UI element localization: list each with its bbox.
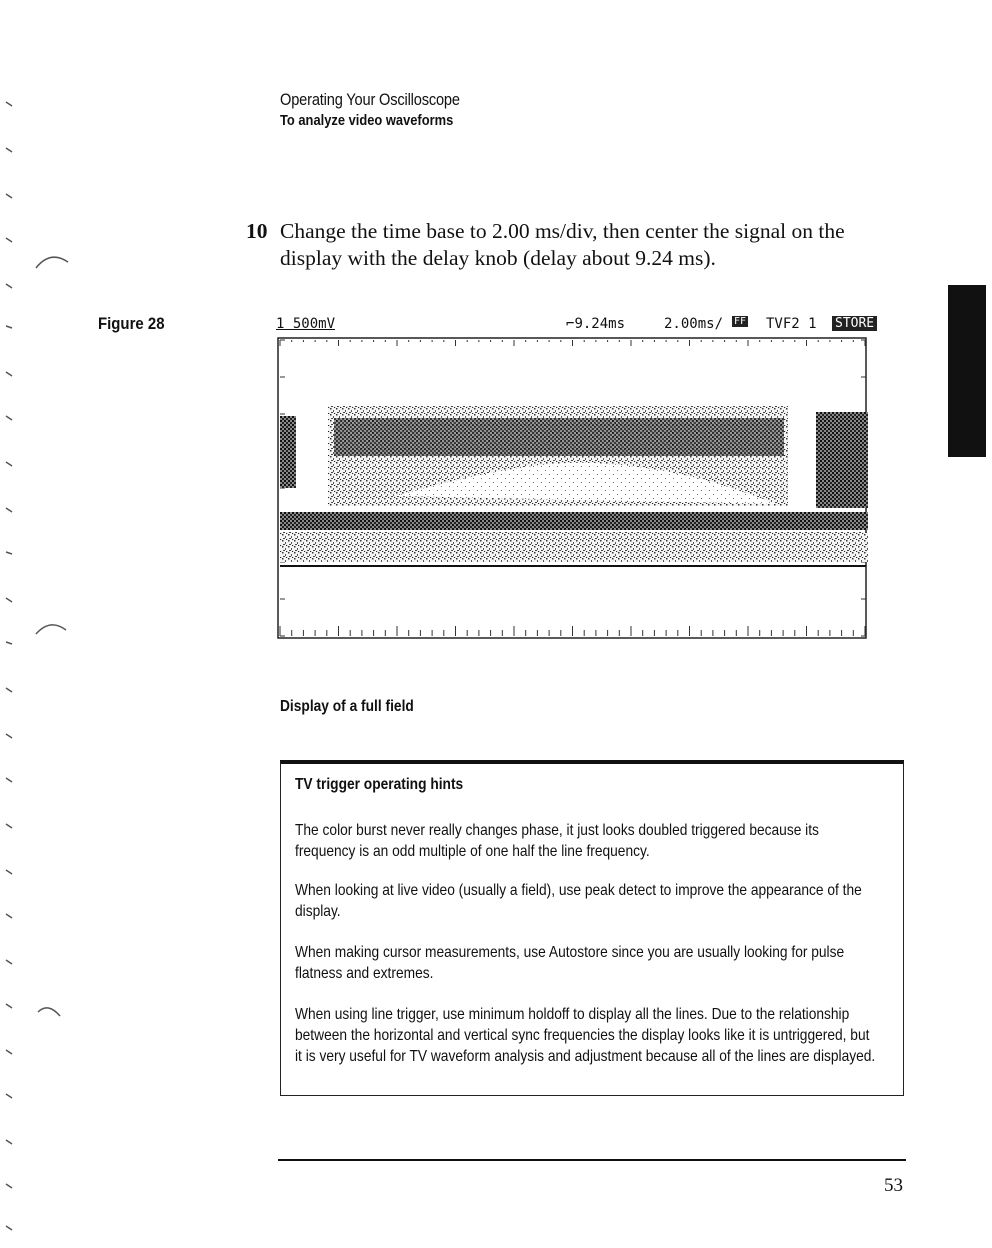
channel-scale: 1 500mV (276, 316, 336, 332)
footer-rule (278, 1159, 906, 1161)
sync-pulse-left (280, 416, 296, 488)
chapter-thumb-tab (948, 285, 986, 457)
figure-caption: Display of a full field (280, 698, 414, 715)
hints-box (280, 760, 904, 1096)
figure-label: Figure 28 (98, 314, 165, 333)
section-title: Operating Your Oscilloscope (280, 90, 460, 109)
running-header (280, 90, 489, 129)
sync-tip-band (280, 532, 868, 562)
store-badge: STORE (832, 316, 877, 331)
hint-paragraph: When using line trigger, use minimum holdoff to display all the lines. Due to the relationship between the horizontal and vertical sync frequencies the display looks like it is untriggered, but it is very useful for TV waveform analysis and adjustment because all of the lines are displayed. (295, 1006, 876, 1065)
oscilloscope-display (276, 314, 878, 644)
margin-binding-marks (0, 0, 80, 1248)
trigger-readout: TVF2 1 (766, 316, 817, 332)
delay-readout: ⌐9.24ms (566, 316, 626, 332)
hint-paragraph: When making cursor measurements, use Autostore since you are usually looking for pulse flatness and extremes. (295, 944, 845, 982)
mode-badge: FF (734, 316, 747, 327)
step-number: 10 (246, 219, 268, 243)
hint-paragraph: When looking at live video (usually a field), use peak detect to improve the appearance of the display. (295, 882, 862, 920)
page-number: 53 (884, 1175, 903, 1196)
scope-status-bar (276, 314, 878, 336)
sync-pulse-right (816, 412, 868, 508)
video-upper-band (334, 418, 784, 456)
hint-paragraph: The color burst never really changes phase, it just looks doubled triggered because its frequency is an odd multiple of one half the line frequency. (295, 822, 819, 860)
hints-title: TV trigger operating hints (295, 776, 464, 793)
waveform-plot (276, 336, 878, 644)
subsection-title: To analyze video waveforms (280, 112, 454, 129)
step-text: Change the time base to 2.00 ms/div, then center the signal on the display with the delay knob (delay about 9.24 ms). (280, 219, 845, 270)
blanking-level-band (280, 512, 868, 530)
timebase-readout: 2.00ms/ (664, 316, 724, 332)
